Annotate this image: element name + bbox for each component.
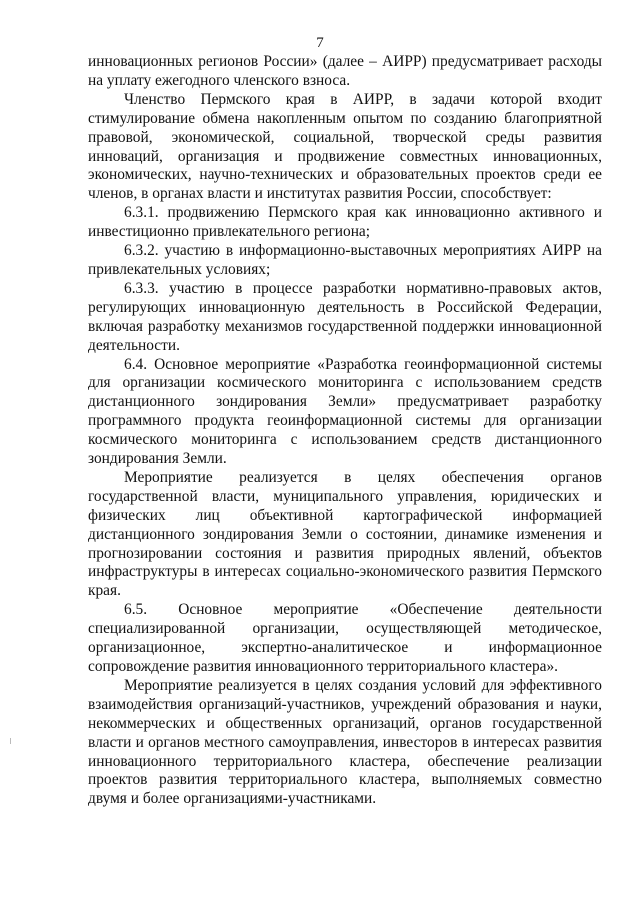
paragraph-6-3-1: 6.3.1. продвижению Пермского края как инновационно активного и инвестиционно привлекательного региона; bbox=[88, 204, 602, 241]
paragraph-airr-continuation: инновационных регионов России» (далее – АИРР) предусматривает расходы на уплату ежегодного членского взноса. bbox=[88, 53, 602, 89]
paragraph-6-4: 6.4. Основное мероприятие «Разработка геоинформационной системы для организации космического мониторинга с использованием средств дистанционного зондирования Земли» предусматривает разработку программного продукта геоинформационной системы для организации космического мониторинга с использованием средств дистанционного зондирования Земли. bbox=[88, 355, 602, 468]
paragraph-6-4-purpose: Мероприятие реализуется в целях обеспечения органов государственной власти, муниципального управления, юридических и физических лиц объективной картографической информацией дистанционного зондирования Земли о состоянии, динамике изменения и прогнозировании состояния и развития природных явлений, объектов инфраструктуры в интересах социально-экономического развития Пермского края. bbox=[88, 468, 602, 600]
paragraph-6-3-2: 6.3.2. участию в информационно-выставочных мероприятиях АИРР на привлекательных условиях; bbox=[88, 242, 602, 278]
document-body bbox=[88, 53, 602, 809]
paragraph-6-5: 6.5. Основное мероприятие «Обеспечение деятельности специализированной организации, осуществляющей методическое, организационное, экспертно-аналитическое и информационное сопровождение развития инновационного территориального кластера». bbox=[88, 601, 602, 675]
paragraph-6-3-3: 6.3.3. участию в процессе разработки нормативно-правовых актов, регулирующих инновационную деятельность в Российской Федерации, включая разработку механизмов государственной поддержки инновационной деятельности. bbox=[88, 279, 602, 354]
page-number: 7 bbox=[316, 35, 324, 51]
scan-margin-mark bbox=[10, 738, 11, 744]
paragraph-airr-membership: Членство Пермского края в АИРР, в задачи которой входит стимулирование обмена накопленным опытом по созданию благоприятной правовой, экономической, социальной, творческой среды развития инноваций, организация и продвижение совместных инновационных, экономических, научно-технических и образовательных проектов среди ее членов, в органах власти и институтах развития России, способствует: bbox=[88, 90, 602, 203]
paragraph-6-5-purpose: Мероприятие реализуется в целях создания условий для эффективного взаимодействия организаций-участников, учреждений образования и науки, некоммерческих и общественных организаций, органов государственной власти и органов местного самоуправления, инвесторов в интересах развития инновационного территориального кластера, обеспечение реализации проектов развития территориального кластера, выполняемых совместно двумя и более организациями-участниками. bbox=[88, 676, 602, 808]
